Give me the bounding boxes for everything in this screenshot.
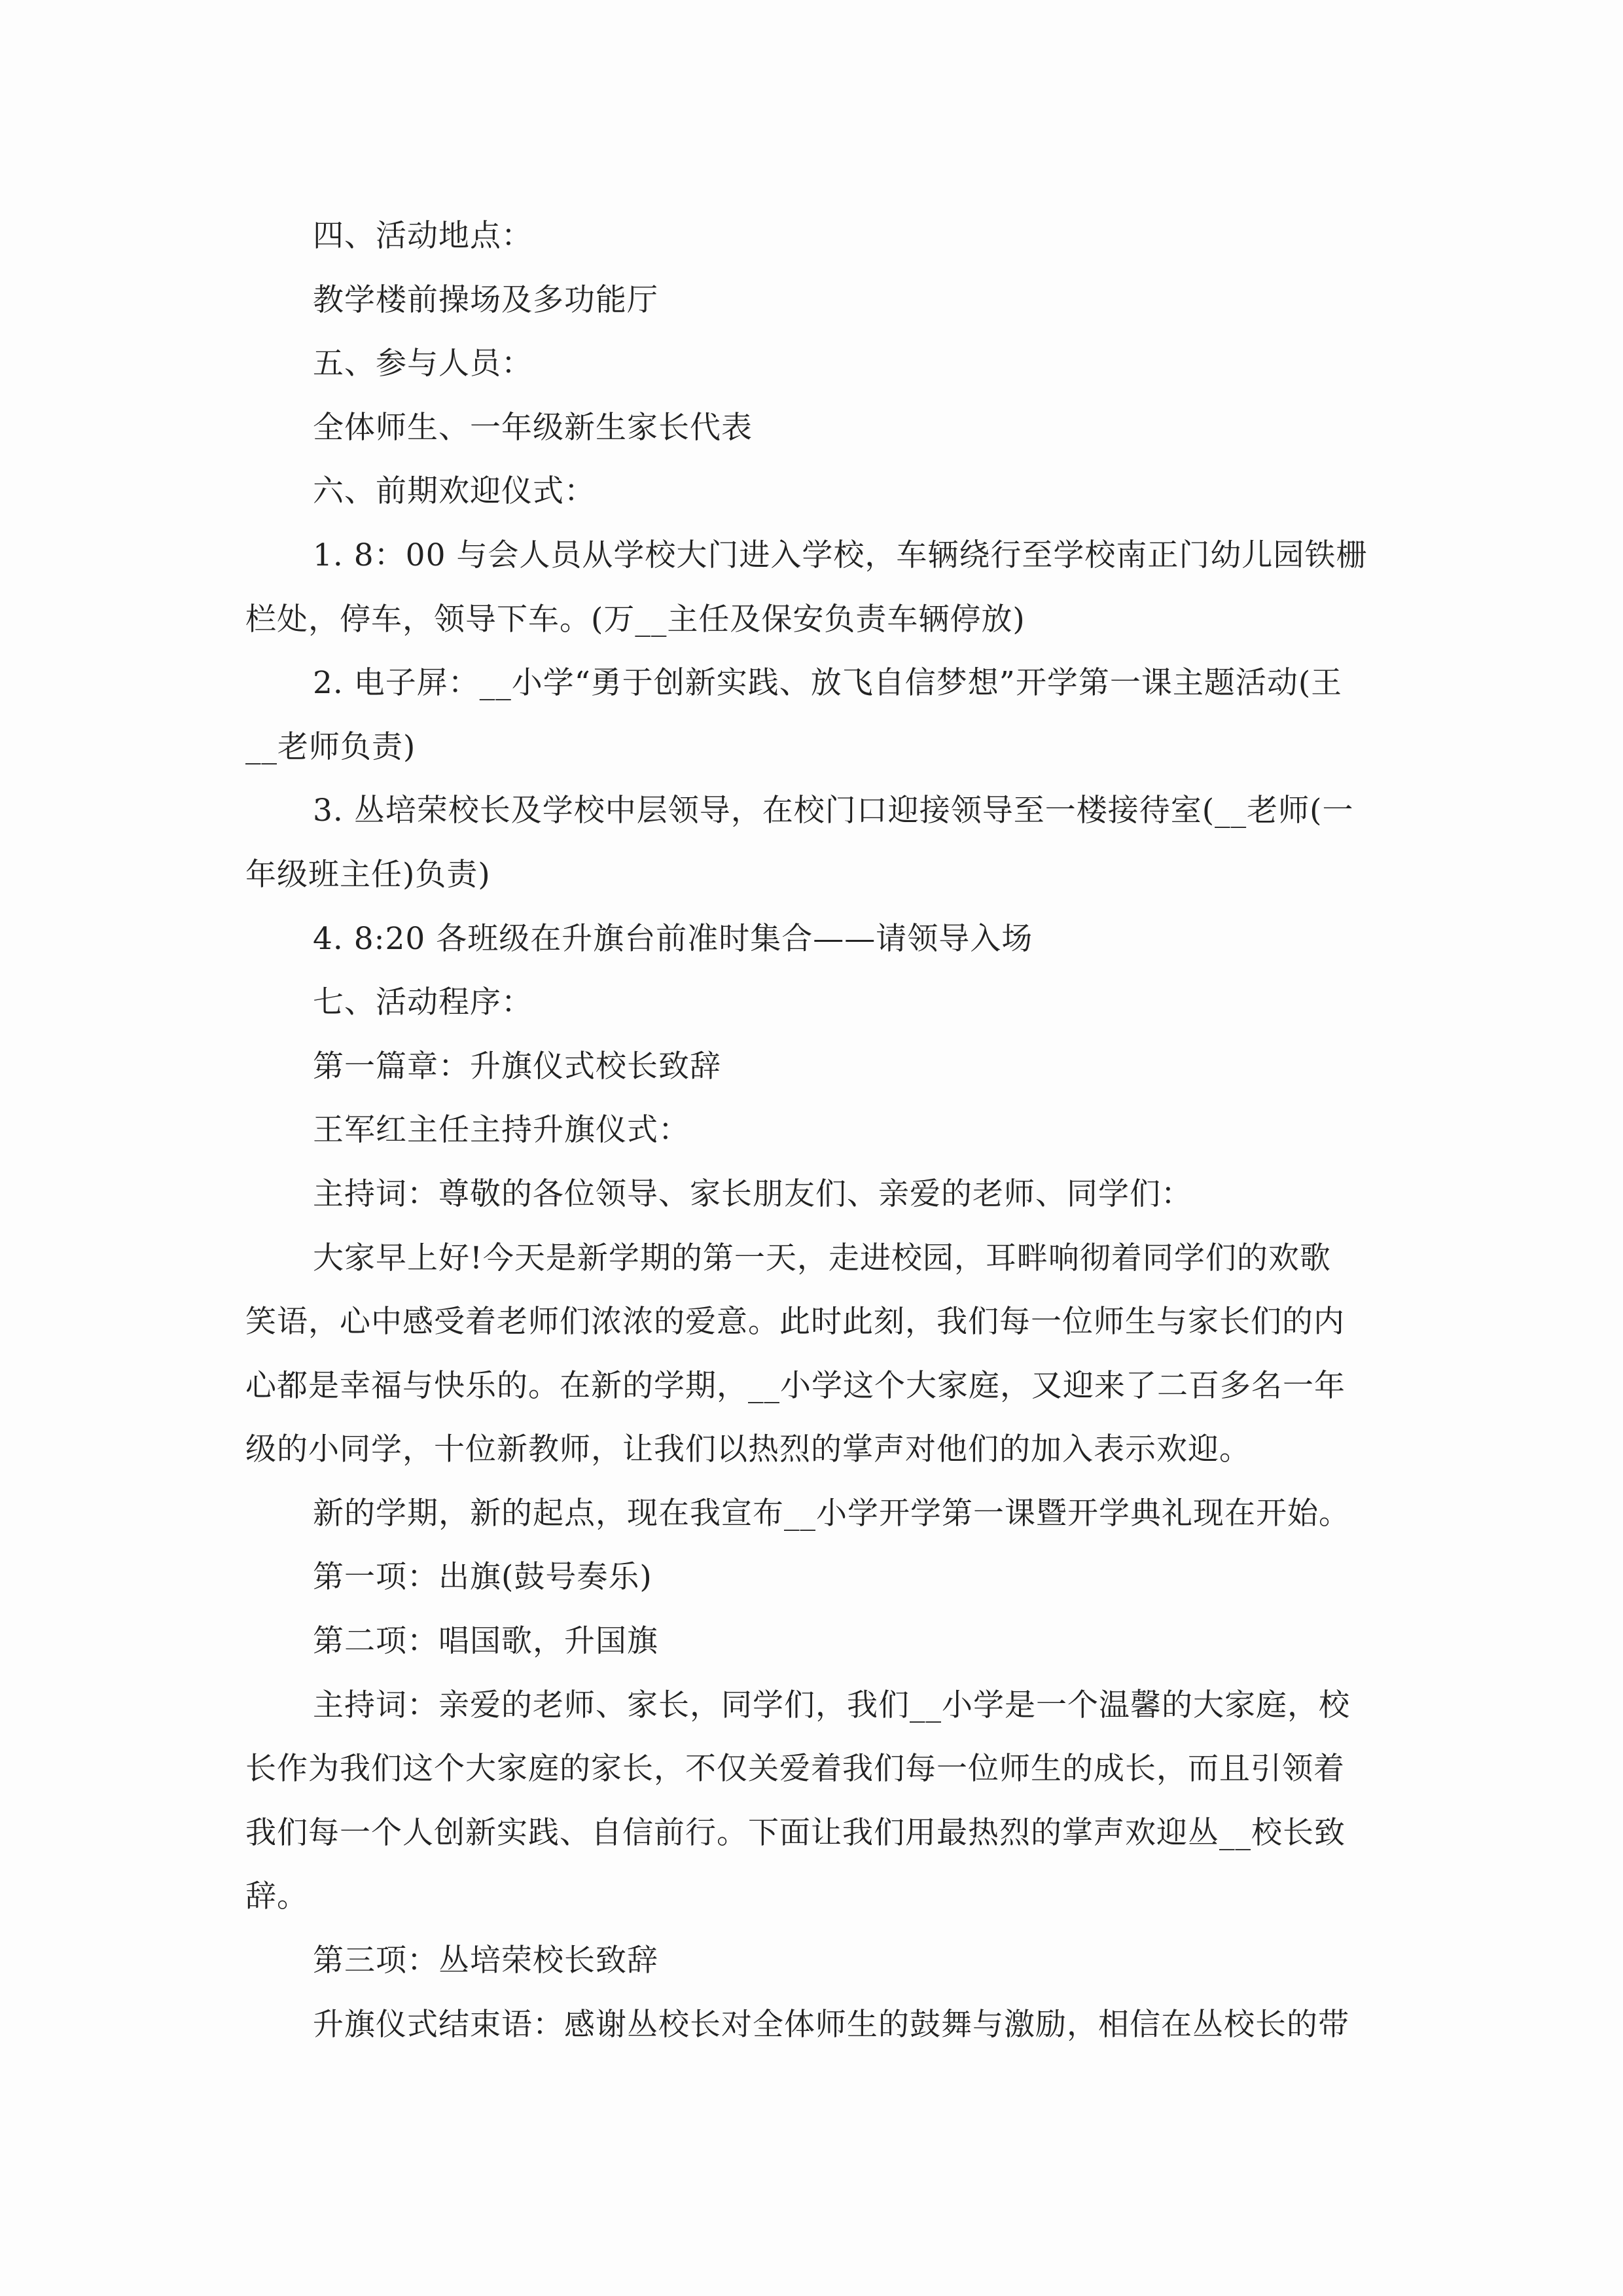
list-item-continuation: 年级班主任)负责): [245, 856, 491, 893]
paragraph-line: 第一篇章：升旗仪式校长致辞: [313, 1048, 721, 1085]
list-item-continuation: 栏处，停车，领导下车。(万__主任及保安负责车辆停放): [245, 601, 1026, 637]
section-heading-participants: 五、参与人员：: [313, 346, 533, 382]
paragraph-line: 第三项：丛培荣校长致辞: [313, 1943, 658, 1979]
section-heading-procedure: 七、活动程序：: [313, 984, 533, 1021]
paragraph-line: 笑语，心中感受着老师们浓浓的爱意。此时此刻，我们每一位师生与家长们的内: [245, 1304, 1345, 1340]
section-heading-location: 四、活动地点：: [313, 218, 533, 254]
paragraph-line: 主持词：亲爱的老师、家长，同学们，我们__小学是一个温馨的大家庭，校: [313, 1687, 1350, 1723]
paragraph-line: 长作为我们这个大家庭的家长，不仅关爱着我们每一位师生的成长，而且引领着: [245, 1751, 1345, 1787]
paragraph-line: 新的学期，新的起点，现在我宣布__小学开学第一课暨开学典礼现在开始。: [313, 1495, 1350, 1532]
list-item-line: 4. 8:20 各班级在升旗台前准时集合——请领导入场: [313, 920, 1033, 957]
paragraph-line: 我们每一个人创新实践、自信前行。下面让我们用最热烈的掌声欢迎丛__校长致: [245, 1814, 1346, 1851]
paragraph-line: 全体师生、一年级新生家长代表: [313, 409, 753, 446]
paragraph-line: 王军红主任主持升旗仪式：: [313, 1112, 690, 1149]
paragraph-line: 第一项：出旗(鼓号奏乐): [313, 1559, 652, 1596]
list-item-line: 1. 8：00 与会人员从学校大门进入学校，车辆绕行至学校南正门幼儿园铁栅: [313, 537, 1368, 573]
document-body: [245, 204, 1387, 2056]
paragraph-line: 级的小同学，十位新教师，让我们以热烈的掌声对他们的加入表示欢迎。: [245, 1431, 1251, 1468]
paragraph-line: 教学楼前操场及多功能厅: [313, 281, 658, 318]
paragraph-line: 心都是幸福与快乐的。在新的学期，__小学这个大家庭，又迎来了二百多名一年: [245, 1367, 1346, 1404]
paragraph-line: 大家早上好!今天是新学期的第一天，走进校园，耳畔响彻着同学们的欢歌: [313, 1240, 1331, 1276]
list-item-line: 2. 电子屏：__小学“勇于创新实践、放飞自信梦想”开学第一课主题活动(王: [313, 665, 1343, 702]
paragraph-line: 第二项：唱国歌，升国旗: [313, 1623, 658, 1660]
section-heading-welcome-ceremony: 六、前期欢迎仪式：: [313, 473, 596, 510]
list-item-line: 3. 丛培荣校长及学校中层领导，在校门口迎接领导至一楼接待室(__老师(一: [313, 793, 1354, 829]
paragraph-line: 主持词：尊敬的各位领导、家长朋友们、亲爱的老师、同学们：: [313, 1175, 1192, 1212]
paragraph-line: 辞。: [245, 1878, 308, 1915]
list-item-continuation: __老师负责): [245, 728, 416, 765]
paragraph-line: 升旗仪式结束语：感谢丛校长对全体师生的鼓舞与激励，相信在丛校长的带: [313, 2006, 1349, 2043]
